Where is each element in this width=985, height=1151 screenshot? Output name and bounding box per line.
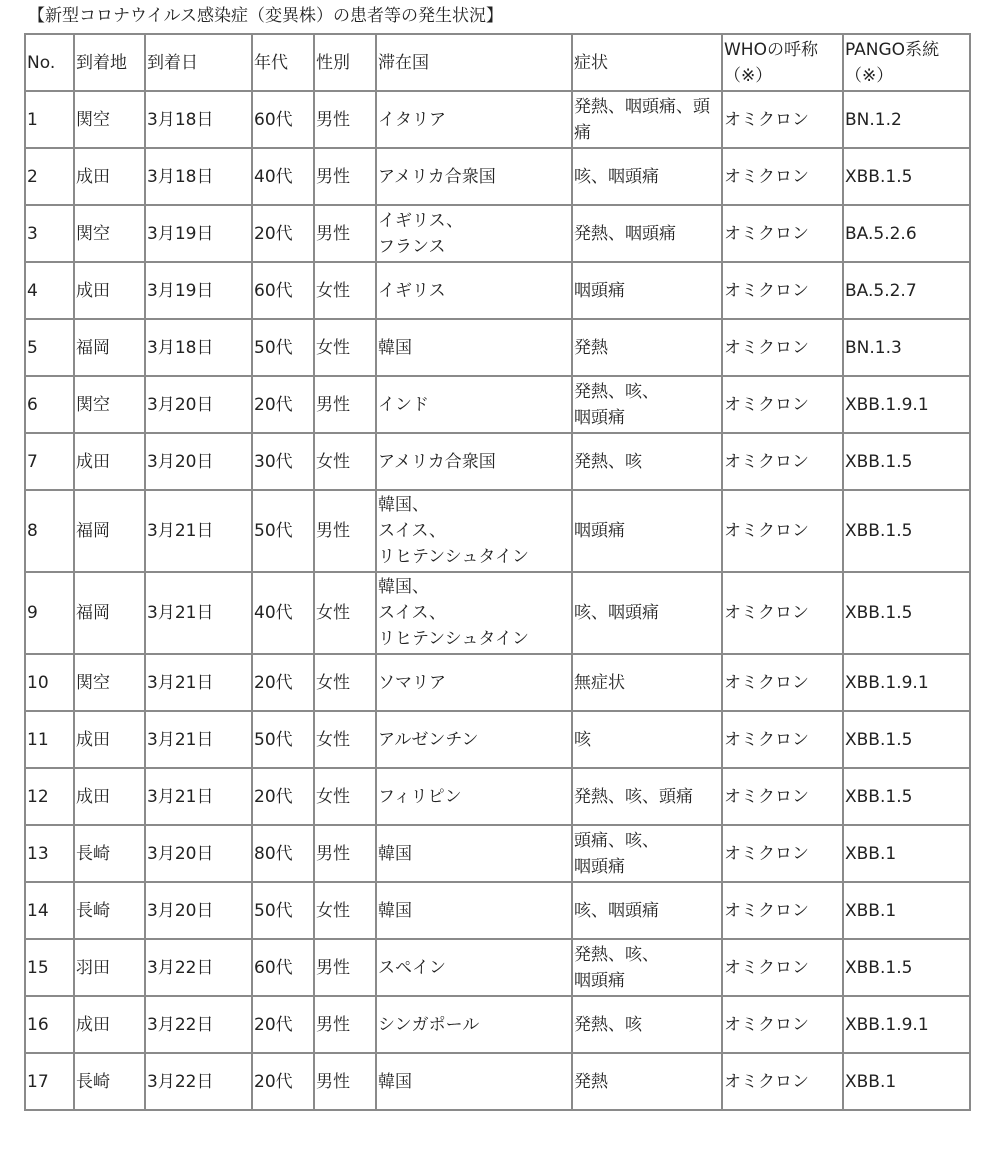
cell-sex: 男性 bbox=[314, 376, 376, 433]
cell-arrival-date: 3月21日 bbox=[145, 768, 252, 825]
cell-stay-country: アルゼンチン bbox=[376, 711, 572, 768]
table-row bbox=[25, 490, 970, 572]
cell-symptoms: 発熱、咳、頭痛 bbox=[572, 768, 722, 825]
cell-pango: BA.5.2.6 bbox=[843, 205, 970, 262]
cell-symptoms: 咽頭痛 bbox=[572, 490, 722, 572]
cell-sex: 男性 bbox=[314, 148, 376, 205]
cell-pango: XBB.1.5 bbox=[843, 572, 970, 654]
cell-arrival-date: 3月22日 bbox=[145, 1053, 252, 1110]
cell-arrival-place: 成田 bbox=[74, 433, 145, 490]
cell-arrival-date: 3月18日 bbox=[145, 91, 252, 148]
cell-who-name: オミクロン bbox=[722, 262, 843, 319]
cell-who-name: オミクロン bbox=[722, 376, 843, 433]
cell-symptoms: 発熱、咳 bbox=[572, 433, 722, 490]
cell-who-name: オミクロン bbox=[722, 882, 843, 939]
cell-pango: XBB.1.5 bbox=[843, 711, 970, 768]
cell-arrival-place: 福岡 bbox=[74, 319, 145, 376]
cell-who-name: オミクロン bbox=[722, 1053, 843, 1110]
cell-pango: XBB.1.5 bbox=[843, 939, 970, 996]
cell-age: 20代 bbox=[252, 376, 314, 433]
header-no: No. bbox=[25, 34, 74, 91]
cell-sex: 男性 bbox=[314, 996, 376, 1053]
cell-sex: 男性 bbox=[314, 490, 376, 572]
cell-age: 20代 bbox=[252, 654, 314, 711]
cell-symptoms: 咳 bbox=[572, 711, 722, 768]
cell-pango: XBB.1 bbox=[843, 825, 970, 882]
cell-pango: XBB.1.5 bbox=[843, 768, 970, 825]
cell-arrival-place: 成田 bbox=[74, 711, 145, 768]
cell-who-name: オミクロン bbox=[722, 148, 843, 205]
cell-no: 16 bbox=[25, 996, 74, 1053]
cell-who-name: オミクロン bbox=[722, 433, 843, 490]
cell-stay-country: ソマリア bbox=[376, 654, 572, 711]
table-row bbox=[25, 205, 970, 262]
cell-symptoms: 頭痛、咳、 咽頭痛 bbox=[572, 825, 722, 882]
cell-pango: XBB.1 bbox=[843, 1053, 970, 1110]
cell-age: 20代 bbox=[252, 768, 314, 825]
cell-pango: XBB.1.9.1 bbox=[843, 654, 970, 711]
cell-age: 20代 bbox=[252, 205, 314, 262]
table-row bbox=[25, 319, 970, 376]
header-age: 年代 bbox=[252, 34, 314, 91]
cell-arrival-place: 羽田 bbox=[74, 939, 145, 996]
cell-arrival-date: 3月22日 bbox=[145, 996, 252, 1053]
table-row bbox=[25, 996, 970, 1053]
cell-stay-country: アメリカ合衆国 bbox=[376, 148, 572, 205]
cell-arrival-date: 3月19日 bbox=[145, 262, 252, 319]
cell-age: 50代 bbox=[252, 711, 314, 768]
cell-symptoms: 咽頭痛 bbox=[572, 262, 722, 319]
table-row bbox=[25, 148, 970, 205]
cell-age: 30代 bbox=[252, 433, 314, 490]
cell-sex: 女性 bbox=[314, 654, 376, 711]
cell-no: 3 bbox=[25, 205, 74, 262]
table-row bbox=[25, 376, 970, 433]
cell-stay-country: スペイン bbox=[376, 939, 572, 996]
cell-symptoms: 発熱、咳 bbox=[572, 996, 722, 1053]
cell-age: 60代 bbox=[252, 939, 314, 996]
cell-sex: 男性 bbox=[314, 205, 376, 262]
cell-stay-country: 韓国 bbox=[376, 882, 572, 939]
cell-who-name: オミクロン bbox=[722, 768, 843, 825]
table-row bbox=[25, 433, 970, 490]
cell-who-name: オミクロン bbox=[722, 654, 843, 711]
cell-stay-country: イギリス bbox=[376, 262, 572, 319]
cell-who-name: オミクロン bbox=[722, 711, 843, 768]
header-arrival-date: 到着日 bbox=[145, 34, 252, 91]
cell-age: 20代 bbox=[252, 1053, 314, 1110]
table-row bbox=[25, 1053, 970, 1110]
cell-no: 6 bbox=[25, 376, 74, 433]
table-row bbox=[25, 572, 970, 654]
header-pango: PANGO系統 （※） bbox=[843, 34, 970, 91]
cell-who-name: オミクロン bbox=[722, 825, 843, 882]
cell-stay-country: 韓国、 スイス、 リヒテンシュタイン bbox=[376, 490, 572, 572]
cell-stay-country: 韓国 bbox=[376, 319, 572, 376]
cell-arrival-place: 長崎 bbox=[74, 1053, 145, 1110]
cell-arrival-date: 3月19日 bbox=[145, 205, 252, 262]
cell-pango: XBB.1.5 bbox=[843, 148, 970, 205]
cell-no: 2 bbox=[25, 148, 74, 205]
cell-stay-country: インド bbox=[376, 376, 572, 433]
cell-pango: XBB.1.9.1 bbox=[843, 996, 970, 1053]
cell-sex: 女性 bbox=[314, 711, 376, 768]
cell-age: 50代 bbox=[252, 490, 314, 572]
cell-no: 1 bbox=[25, 91, 74, 148]
cell-arrival-date: 3月22日 bbox=[145, 939, 252, 996]
cell-no: 8 bbox=[25, 490, 74, 572]
cell-age: 40代 bbox=[252, 572, 314, 654]
cell-stay-country: アメリカ合衆国 bbox=[376, 433, 572, 490]
cell-sex: 男性 bbox=[314, 91, 376, 148]
cell-sex: 女性 bbox=[314, 572, 376, 654]
cell-no: 5 bbox=[25, 319, 74, 376]
cell-symptoms: 発熱 bbox=[572, 1053, 722, 1110]
cell-stay-country: 韓国 bbox=[376, 1053, 572, 1110]
cell-no: 17 bbox=[25, 1053, 74, 1110]
cell-pango: XBB.1.5 bbox=[843, 433, 970, 490]
cell-arrival-date: 3月20日 bbox=[145, 376, 252, 433]
page-title: 【新型コロナウイルス感染症（変異株）の患者等の発生状況】 bbox=[28, 6, 503, 26]
cell-who-name: オミクロン bbox=[722, 91, 843, 148]
header-symptoms: 症状 bbox=[572, 34, 722, 91]
cell-arrival-place: 成田 bbox=[74, 262, 145, 319]
cell-arrival-place: 関空 bbox=[74, 91, 145, 148]
header-who-name: WHOの呼称 （※） bbox=[722, 34, 843, 91]
patient-table bbox=[24, 33, 971, 1111]
table-row bbox=[25, 654, 970, 711]
cell-arrival-place: 福岡 bbox=[74, 490, 145, 572]
cell-arrival-date: 3月18日 bbox=[145, 319, 252, 376]
cell-sex: 男性 bbox=[314, 825, 376, 882]
header-arrival-place: 到着地 bbox=[74, 34, 145, 91]
cell-pango: XBB.1 bbox=[843, 882, 970, 939]
cell-stay-country: 韓国、 スイス、 リヒテンシュタイン bbox=[376, 572, 572, 654]
cell-sex: 女性 bbox=[314, 262, 376, 319]
cell-symptoms: 咳、咽頭痛 bbox=[572, 148, 722, 205]
cell-stay-country: イギリス、 フランス bbox=[376, 205, 572, 262]
cell-arrival-date: 3月20日 bbox=[145, 825, 252, 882]
cell-who-name: オミクロン bbox=[722, 205, 843, 262]
cell-who-name: オミクロン bbox=[722, 572, 843, 654]
cell-symptoms: 咳、咽頭痛 bbox=[572, 882, 722, 939]
table-row bbox=[25, 939, 970, 996]
cell-age: 60代 bbox=[252, 262, 314, 319]
cell-age: 50代 bbox=[252, 882, 314, 939]
cell-symptoms: 発熱、咽頭痛、頭 痛 bbox=[572, 91, 722, 148]
header-sex: 性別 bbox=[314, 34, 376, 91]
cell-arrival-date: 3月21日 bbox=[145, 572, 252, 654]
cell-no: 14 bbox=[25, 882, 74, 939]
header-stay-country: 滞在国 bbox=[376, 34, 572, 91]
cell-age: 50代 bbox=[252, 319, 314, 376]
cell-who-name: オミクロン bbox=[722, 490, 843, 572]
cell-sex: 女性 bbox=[314, 882, 376, 939]
cell-arrival-date: 3月21日 bbox=[145, 490, 252, 572]
cell-sex: 男性 bbox=[314, 1053, 376, 1110]
cell-symptoms: 発熱 bbox=[572, 319, 722, 376]
cell-pango: XBB.1.5 bbox=[843, 490, 970, 572]
cell-arrival-date: 3月18日 bbox=[145, 148, 252, 205]
cell-arrival-place: 関空 bbox=[74, 654, 145, 711]
cell-age: 80代 bbox=[252, 825, 314, 882]
cell-who-name: オミクロン bbox=[722, 939, 843, 996]
cell-arrival-place: 関空 bbox=[74, 376, 145, 433]
cell-stay-country: 韓国 bbox=[376, 825, 572, 882]
cell-symptoms: 発熱、咽頭痛 bbox=[572, 205, 722, 262]
cell-arrival-date: 3月21日 bbox=[145, 711, 252, 768]
cell-no: 12 bbox=[25, 768, 74, 825]
cell-no: 15 bbox=[25, 939, 74, 996]
cell-sex: 女性 bbox=[314, 433, 376, 490]
cell-arrival-place: 関空 bbox=[74, 205, 145, 262]
cell-arrival-place: 長崎 bbox=[74, 882, 145, 939]
table-header-row bbox=[25, 34, 970, 91]
cell-arrival-place: 福岡 bbox=[74, 572, 145, 654]
cell-stay-country: フィリピン bbox=[376, 768, 572, 825]
cell-who-name: オミクロン bbox=[722, 319, 843, 376]
cell-who-name: オミクロン bbox=[722, 996, 843, 1053]
cell-symptoms: 咳、咽頭痛 bbox=[572, 572, 722, 654]
cell-pango: BN.1.2 bbox=[843, 91, 970, 148]
cell-arrival-date: 3月21日 bbox=[145, 654, 252, 711]
cell-no: 7 bbox=[25, 433, 74, 490]
table-row bbox=[25, 882, 970, 939]
cell-symptoms: 無症状 bbox=[572, 654, 722, 711]
cell-no: 9 bbox=[25, 572, 74, 654]
table-row bbox=[25, 825, 970, 882]
table-row bbox=[25, 711, 970, 768]
cell-symptoms: 発熱、咳、 咽頭痛 bbox=[572, 376, 722, 433]
cell-arrival-place: 成田 bbox=[74, 768, 145, 825]
cell-stay-country: シンガポール bbox=[376, 996, 572, 1053]
cell-no: 11 bbox=[25, 711, 74, 768]
cell-sex: 女性 bbox=[314, 319, 376, 376]
cell-arrival-place: 成田 bbox=[74, 148, 145, 205]
cell-no: 4 bbox=[25, 262, 74, 319]
table-row bbox=[25, 91, 970, 148]
table-row bbox=[25, 768, 970, 825]
cell-pango: BA.5.2.7 bbox=[843, 262, 970, 319]
cell-stay-country: イタリア bbox=[376, 91, 572, 148]
cell-no: 13 bbox=[25, 825, 74, 882]
cell-pango: BN.1.3 bbox=[843, 319, 970, 376]
cell-no: 10 bbox=[25, 654, 74, 711]
cell-arrival-place: 長崎 bbox=[74, 825, 145, 882]
cell-arrival-place: 成田 bbox=[74, 996, 145, 1053]
cell-symptoms: 発熱、咳、 咽頭痛 bbox=[572, 939, 722, 996]
cell-sex: 男性 bbox=[314, 939, 376, 996]
cell-age: 60代 bbox=[252, 91, 314, 148]
cell-arrival-date: 3月20日 bbox=[145, 433, 252, 490]
cell-age: 20代 bbox=[252, 996, 314, 1053]
cell-age: 40代 bbox=[252, 148, 314, 205]
cell-sex: 女性 bbox=[314, 768, 376, 825]
cell-arrival-date: 3月20日 bbox=[145, 882, 252, 939]
table-row bbox=[25, 262, 970, 319]
cell-pango: XBB.1.9.1 bbox=[843, 376, 970, 433]
